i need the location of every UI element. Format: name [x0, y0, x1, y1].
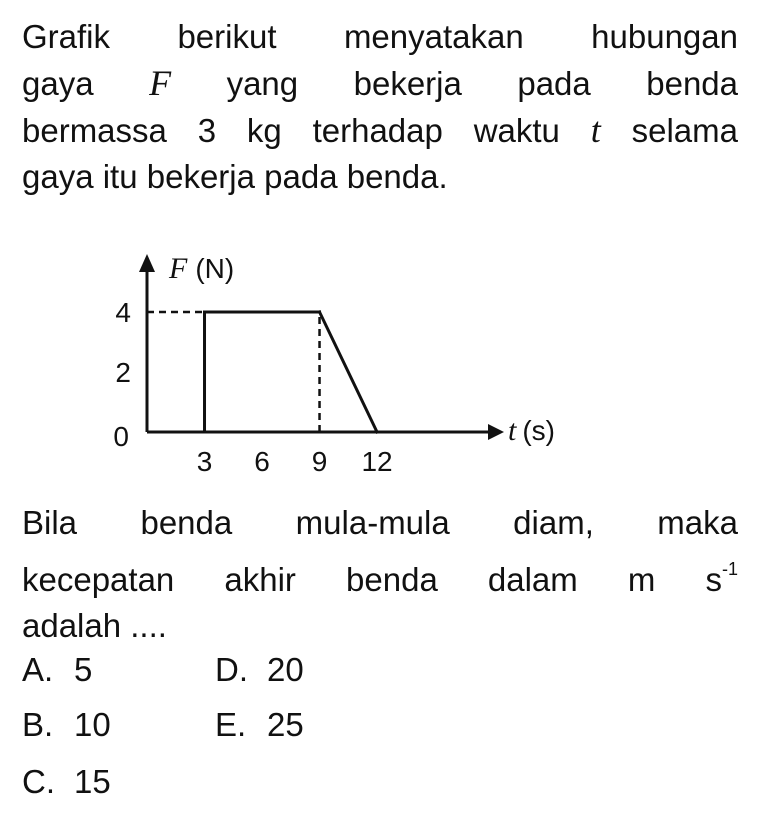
- y-axis-label: [168, 252, 234, 285]
- intro-line-4: gaya itu bekerja pada benda.: [22, 158, 448, 195]
- prompt-line-2: kecepatan akhir benda dalam m $s^{-1}$: [22, 559, 738, 598]
- x-axis-label: [508, 414, 555, 447]
- option-a-letter: A.: [22, 651, 54, 688]
- y-axis-arrow-icon: [139, 254, 155, 272]
- tick-labels: [113, 297, 392, 477]
- dashed-guides: [147, 312, 320, 432]
- y-tick-label-4: 4: [115, 297, 131, 328]
- axes: [139, 254, 504, 440]
- prompt-line-3: adalah ....: [22, 607, 167, 644]
- x-tick-label-9: 9: [311, 446, 328, 477]
- origin-label: 0: [113, 421, 129, 452]
- x-axis-arrow-icon: [488, 424, 504, 440]
- x-tick-label-12: 12: [361, 446, 393, 477]
- y-axis-unit: (N): [195, 253, 235, 284]
- x-tick-label-3: 3: [196, 446, 213, 477]
- option-a[interactable]: [22, 650, 92, 690]
- time-symbol: t: [590, 110, 601, 150]
- axis-labels: [168, 252, 555, 447]
- option-e[interactable]: [215, 705, 304, 745]
- unit-exponent: -1: [721, 559, 738, 579]
- series: [205, 312, 378, 432]
- x-tick-label-6: 6: [254, 446, 270, 477]
- option-b-value: 10: [74, 706, 111, 743]
- y-tick-label-2: 2: [115, 357, 131, 388]
- intro-line-3: bermassa 3 kg terhadap waktu t selama: [22, 110, 739, 150]
- intro-line-1: Grafik berikut menyatakan hubungan: [22, 18, 738, 55]
- x-axis-symbol: t: [508, 414, 517, 447]
- option-d-value: 20: [267, 651, 304, 688]
- question-intro: [22, 14, 738, 200]
- option-b[interactable]: [22, 705, 111, 745]
- option-d-letter: D.: [215, 651, 248, 688]
- option-c[interactable]: [22, 762, 111, 802]
- y-axis-symbol: F: [169, 252, 188, 285]
- intro-line-2: gaya F yang bekerja pada benda: [22, 63, 739, 103]
- option-b-letter: B.: [22, 706, 54, 743]
- option-a-value: 5: [74, 651, 93, 688]
- x-axis-unit: (s): [522, 415, 555, 446]
- prompt-line-1: Bila benda mula-mula diam, maka: [22, 504, 738, 541]
- force-segment-3: [320, 312, 378, 432]
- option-c-value: 15: [74, 763, 111, 800]
- option-e-value: 25: [267, 706, 304, 743]
- force-symbol: F: [149, 63, 172, 103]
- option-c-letter: C.: [22, 763, 55, 800]
- option-e-letter: E.: [215, 706, 247, 743]
- question-prompt: [22, 500, 738, 649]
- force-time-graph: [100, 240, 580, 480]
- option-d[interactable]: [215, 650, 304, 690]
